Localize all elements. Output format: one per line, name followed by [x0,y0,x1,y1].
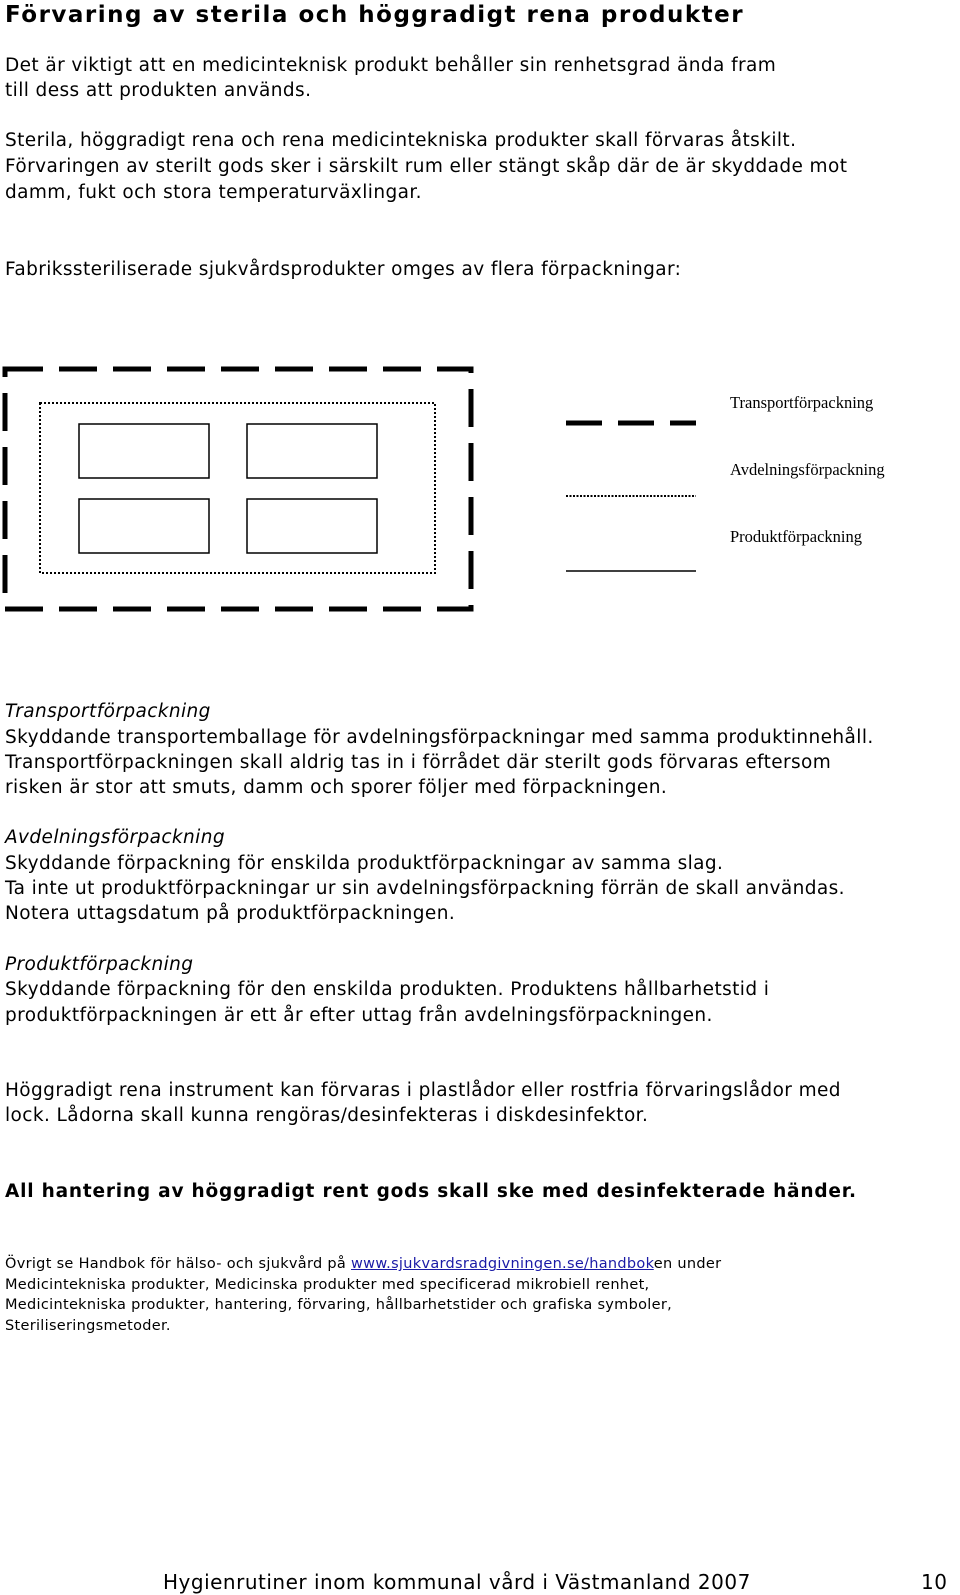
product-box [247,424,377,478]
intro-line-1: Det är viktigt att en medicinteknisk produkt behåller sin renhetsgrad ända fram [5,55,777,76]
packaging-intro: Fabrikssteriliserade sjukvårdsprodukter omges av flera förpackningar: [5,259,682,280]
reference-line-4: Steriliseringsmetoder. [5,1318,171,1334]
department-line-3: Notera uttagsdatum på produktförpackningen. [5,903,456,924]
legend-product-label: Produktförpackning [730,527,862,546]
storage-line-1: Sterila, höggradigt rena och rena medicintekniska produkter skall förvaras åtskilt. [5,130,797,151]
product-line-1: Skyddande förpackning för den enskilda produkten. Produktens hållbarhetstid i [5,979,770,1000]
product-box [79,499,209,553]
handbook-link[interactable]: www.sjukvardsradgivningen.se/handbok [351,1256,654,1272]
reference-suffix: en under [653,1256,722,1272]
bold-notice: All hantering av höggradigt rent gods skall ske med desinfekterade händer. [5,1181,857,1202]
high-grade-line-2: lock. Lådorna skall kunna rengöras/desinfekteras i diskdesinfektor. [5,1105,649,1126]
department-box [40,403,435,573]
department-line-2: Ta inte ut produktförpackningar ur sin avdelningsförpackning förrän de skall användas. [5,878,845,899]
intro-line-2: till dess att produkten används. [5,80,312,101]
reference-line-3: Medicintekniska produkter, hantering, förvaring, hållbarhetstider och grafiska symboler, [5,1297,673,1313]
transport-heading: Transportförpackning [5,701,211,722]
transport-line-3: risken är stor att smuts, damm och sporer följer med förpackningen. [5,777,668,798]
product-box [79,424,209,478]
high-grade-line-1: Höggradigt rena instrument kan förvaras i plastlådor eller rostfria förvaringslådor med [5,1080,841,1101]
legend-transport-label: Transportförpackning [730,393,874,412]
storage-line-2: Förvaringen av sterilt gods sker i särskilt rum eller stängt skåp där de är skyddade mot [5,156,848,177]
footer-text: Hygienrutiner inom kommunal vård i Västmanland 2007 [163,1570,751,1594]
department-heading: Avdelningsförpackning [5,827,225,848]
reference-line-1 [5,1254,721,1275]
storage-line-3: damm, fukt och stora temperaturväxlingar. [5,182,422,203]
reference-prefix: Övrigt se Handbok för hälso- och sjukvård på [5,1256,352,1272]
legend-department-label: Avdelningsförpackning [730,460,885,479]
page-title: Förvaring av sterila och höggradigt rena produkter [5,2,745,28]
department-line-1: Skyddande förpackning för enskilda produktförpackningar av samma slag. [5,853,724,874]
page-number: 10 [921,1570,948,1594]
product-box [247,499,377,553]
reference-line-2: Medicintekniska produkter, Medicinska produkter med specificerad mikrobiell renhet, [5,1277,650,1293]
product-line-2: produktförpackningen är ett år efter uttag från avdelningsförpackningen. [5,1005,713,1026]
product-heading: Produktförpackning [5,954,194,975]
transport-line-2: Transportförpackningen skall aldrig tas in i förrådet där sterilt gods förvaras eftersom [5,752,832,773]
transport-line-1: Skyddande transportemballage för avdelningsförpackningar med samma produktinnehåll. [5,727,874,748]
